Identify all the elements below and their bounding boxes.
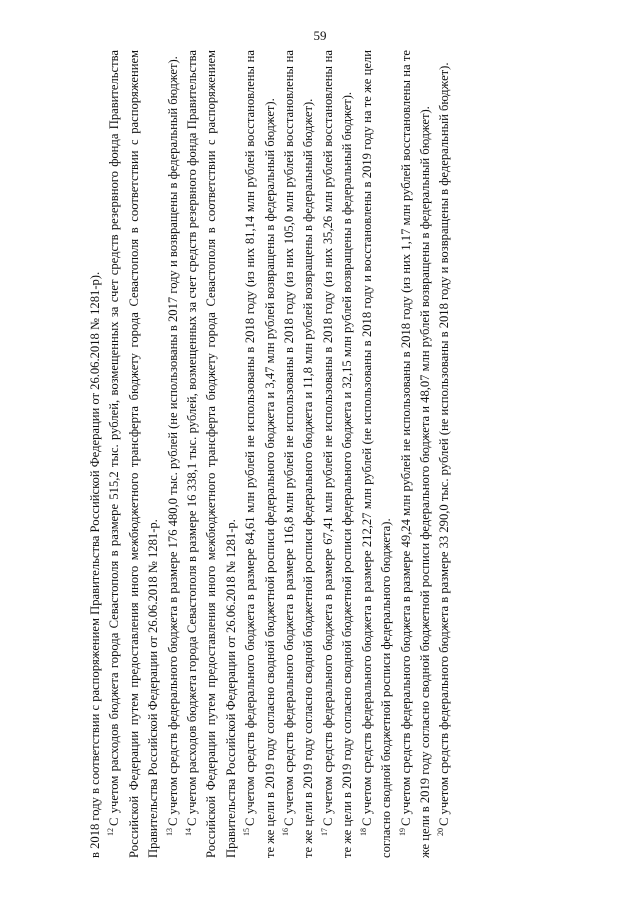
footnote-mark: 18 bbox=[358, 828, 368, 836]
footnote-text: С учетом средств федерального бюджета в размере 116,8 млн рублей не использованы в 2018 году (из них 105,0 млн рублей восстановлены на те же цели в 2019 году согласно сводной бюджетной росписи федерального бюджета и 11,8 млн рублей возвращены в федеральный бюджет). bbox=[282, 50, 316, 858]
footnote-text: С учетом средств федерального бюджета в размере 67,41 млн рублей не использованы в 2018 году (из них 35,26 млн рублей восстановлены на те же цели в 2019 году согласно сводной бюджетной росписи федерального бюджета и 32,15 млн рублей возвращены в федеральный бюджет). bbox=[320, 50, 355, 858]
footnote-text: С учетом средств федерального бюджета в размере 84,61 млн рублей не использованы в 2018 году (из них 81,14 млн рублей восстановлены на те же цели в 2019 году согласно сводной бюджетной росписи федерального бюджета и 3,47 млн рублей возвращены в федеральный бюджет). bbox=[243, 50, 277, 858]
footnote-18 bbox=[358, 50, 397, 858]
footnote-mark: 13 bbox=[164, 828, 174, 836]
footnote-text: С учетом средств федерального бюджета в размере 176 480,0 тыс. рублей (не использованы в 2017 году и возвращены в федеральный бюджет). bbox=[165, 56, 180, 826]
page-number: 59 bbox=[313, 28, 327, 43]
footnote-20 bbox=[435, 50, 454, 858]
footnote-text: С учетом расходов бюджета города Севастополя в размере 16 338,1 тыс. рублей, возмещенных за счет средств резервного фонда Правительства Российской Федерации путем предоставления иного межбюджетного трансферта бюджету города Севастополя в соответствии с распоряжением Правительства Российской Федерации от 26.06.2018 № 1281-р. bbox=[185, 50, 238, 858]
footnote-19 bbox=[397, 50, 436, 858]
footnote-13 bbox=[164, 50, 183, 858]
footnote-14 bbox=[183, 50, 241, 858]
footnote-mark: 16 bbox=[281, 828, 291, 836]
footnote-mark: 20 bbox=[436, 828, 446, 836]
rotated-page-body bbox=[86, 50, 576, 858]
footnote-mark: 12 bbox=[106, 828, 116, 836]
footnote-text: С учетом средств федерального бюджета в размере 49,24 млн рублей не использованы в 2018 году (из них 1,17 млн рублей восстановлены на те же цели в 2019 году согласно сводной бюджетной росписи федерального бюджета и 48,07 млн рублей возвращены в федеральный бюджет). bbox=[398, 50, 432, 858]
footnote-text: С учетом средств федерального бюджета в размере 212,27 млн рублей (не использованы в 2018 году и восстановлены в 2019 году на те же цели согласно сводной бюджетной росписи федерального бюджета). bbox=[359, 50, 394, 858]
footnote-text: С учетом средств федерального бюджета в размере 33 290,0 тыс. рублей (не использованы в 2018 году и возвращены в федеральный бюджет). bbox=[437, 62, 452, 826]
footnote-17 bbox=[319, 50, 358, 858]
footnote-text: С учетом расходов бюджета города Севастополя в размере 515,2 тыс. рублей, возмещенных за счет средств резервного фонда Правительства Российской Федерации путем предоставления иного межбюджетного трансферта бюджету города Севастополя в соответствии с распоряжением Правительства Российской Федерации от 26.06.2018 № 1281-р. bbox=[107, 50, 161, 858]
lead-paragraph: в 2018 году в соответствии с распоряжением Правительства Российской Федерации от 26.06.2018 № 1281-р). bbox=[88, 271, 102, 858]
footnote-mark: 19 bbox=[397, 828, 407, 836]
footnote-12 bbox=[105, 50, 163, 858]
footnote-mark: 17 bbox=[319, 828, 329, 836]
footnote-16 bbox=[280, 50, 319, 858]
footnote-mark: 15 bbox=[242, 828, 252, 836]
footnote-15 bbox=[241, 50, 280, 858]
footnote-mark: 14 bbox=[184, 828, 194, 836]
